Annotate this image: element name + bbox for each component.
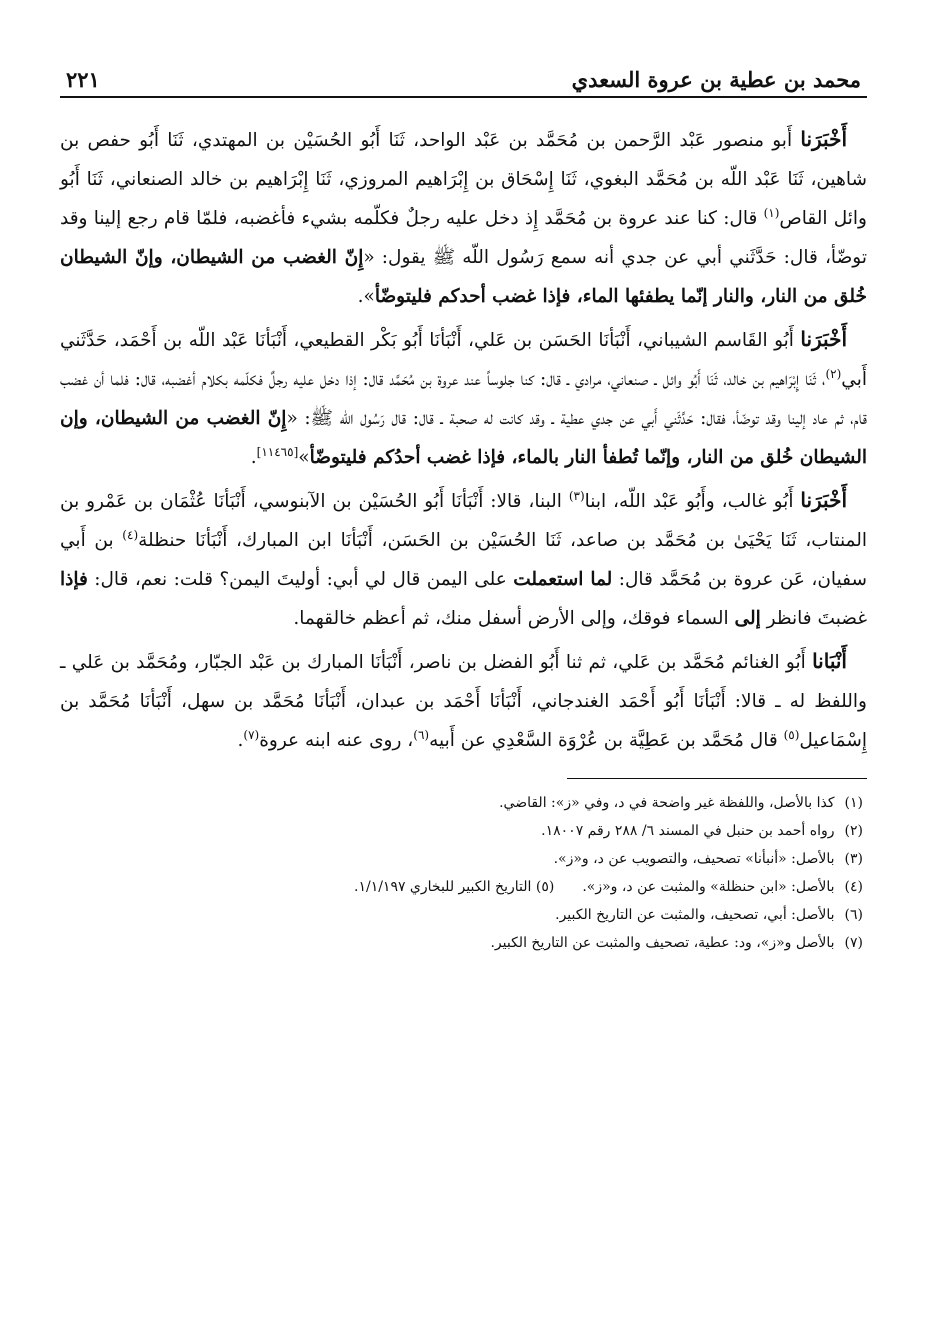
bold-text: إلى <box>734 608 761 629</box>
running-title: محمد بن عطية بن عروة السعدي <box>571 67 861 92</box>
paragraph-text: ، ثَنَا إِبْرَاهيم بن خالد، ثَنَا أَبُو وائل ـ صنعاني، مرادي ـ قال: كنا جلوساً عند عروة بن مُحَمَّد قال: إذا دخل عليه رجلٌ فكلّمه بكلام أغضبه، قال: فلما أن غضب قام، ثم عاد إلينا وقد توضّأ، فقال: حَدَّثَني أَبي عن جدي عطية ـ وقد كانت له صحبة ـ قال: قال رَسُول اللّه ﷺ: « <box>60 369 867 429</box>
paragraph-text: ». <box>357 286 375 307</box>
footnote-text: كذا بالأصل، واللفظة غير واضحة في د، وفي «ز»: القاضي. <box>499 795 835 811</box>
footnotes <box>60 789 867 957</box>
footnote-item <box>60 817 867 845</box>
footnote-text <box>60 873 835 901</box>
paragraph-text: أَبُو غالب، وأَبُو عَبْد اللّه، ابنا <box>584 491 801 512</box>
hadith-text: إِنّ الغضب من الشيطان، وإن الشيطان خُلق من النار، وإنّما تُطفأ النار بالماء، فإذا غضب أحدُكم فليتوضّأ <box>60 408 867 468</box>
footnote-ref: (٣) <box>568 488 585 503</box>
paragraph-lead: أَخْبَرَنا <box>800 488 848 512</box>
footnote-number: (٥) <box>535 879 555 895</box>
footnote-ref: (٢) <box>825 366 842 381</box>
book-page <box>60 52 867 1299</box>
footnote-text: بالأصل: «أنبأنا» تصحيف، والتصويب عن د، و«ز». <box>553 851 835 867</box>
footnote-item <box>60 901 867 929</box>
paragraph-text: . <box>250 447 257 468</box>
paragraph-text: » <box>298 447 310 468</box>
paragraph-text: البنا، قالا: أَنْبَأنَا أَبُو الحُسَيْن بن الآبنوسي، أَنْبَأنَا عُثْمَان بن عَمْرو بن المنتاب، ثَنَا يَحْيَىٰ بن مُحَمَّد بن صاعد، ثَنَا الحُسَيْن بن الحَسَن، أَنْبَأنَا ابن المبارك، أَنْبَأنَا حنظلة <box>60 491 867 551</box>
hadith-text: إِنّ الغضب من الشيطان، وإنّ الشيطان خُلق من النار، والنار إنّما يطفئها الماء، فإذا غضب أحدكم فليتوضّأ <box>60 247 867 307</box>
footnote-text: بالأصل و«ز»، ود: عطية، تصحيف والمثبت عن التاريخ الكبير. <box>490 935 835 951</box>
bold-text: لما استعملت <box>513 569 613 590</box>
main-text <box>60 120 867 760</box>
paragraph-2 <box>60 320 867 477</box>
paragraph-4 <box>60 642 867 760</box>
paragraph-text: أَبُو القَاسم الشيباني، أَنْبَأنَا الحَسَن بن عَلي، أَنْبَأنَا أَبُو بَكْر القطيعي، أَنْبَأنَا عَبْد اللّه بن أَحْمَد، حَدَّثَني أَبي <box>60 330 867 390</box>
paragraph-text: على اليمن قال لي أبي: أوليتَ اليمن؟ قلت: نعم، قال: <box>87 569 514 590</box>
footnote-divider <box>567 778 867 779</box>
page-number: ٢٢١ <box>66 67 100 92</box>
paragraph-text: أَبو منصور عَبْد الرَّحمن بن مُحَمَّد بن عَبْد الواحد، ثَنَا أَبُو الحُسَيْن بن المهتدي، ثَنَا أَبُو حفص بن شاهين، ثَنَا عَبْد اللّه بن مُحَمَّد البغوي، ثَنَا إِسْحَاق بن إِبْرَاهيم المروزي، ثَنَا إِبْرَاهيم بن خالد الصنعاني، ثَنَا أَبُو وائل القاص <box>60 130 867 229</box>
footnote-text: رواه أحمد بن حنبل في المسند ٦/ ٢٨٨ رقم ١٨٠٠٧. <box>541 823 835 839</box>
footnote-number: (١) <box>844 795 863 811</box>
paragraph-text: غضبتَ فانظر <box>760 608 867 629</box>
footnote-number: (٦) <box>844 907 863 923</box>
paragraph-text: بن أَبي سفيان، عَن عروة بن مُحَمَّد قال: <box>60 530 868 590</box>
footnote-number: (٧) <box>844 935 863 951</box>
paragraph-3 <box>60 481 867 638</box>
footnote-item <box>60 929 867 957</box>
paragraph-text: قال مُحَمَّد بن عَطِيَّة بن عُرْوَة السَّعْدِي عن أَبيه <box>429 730 784 751</box>
paragraph-lead: أَخْبَرَنا <box>800 327 847 351</box>
footnote-item <box>60 845 867 873</box>
footnote-ref: (٤) <box>122 527 139 542</box>
footnote-item <box>60 789 867 817</box>
footnote-text-part: بالأصل: «ابن حنظلة» والمثبت عن د، و«ز». <box>582 879 835 895</box>
paragraph-1 <box>60 120 867 316</box>
footnote-text-part: التاريخ الكبير للبخاري ١/١/١٩٧. <box>354 879 532 895</box>
paragraph-lead: أَخْبَرَنا <box>800 127 847 151</box>
footnote-ref: (١) <box>763 205 780 220</box>
page-header <box>60 52 867 98</box>
footnote-ref: (٦) <box>413 727 430 742</box>
paragraph-text: قال: كنا عند عروة بن مُحَمَّد إِذ دخل عليه رجلٌ فكلّمه بشيء فأغضبه، فلمّا قام رجع إلينا وقد توضّأ، قال: حَدَّثَني أبي عن جدي أنه سمع رَسُول اللّه ﷺ يقول: « <box>60 208 867 268</box>
footnote-number: (٣) <box>844 851 863 867</box>
paragraph-lead: أَنْبَانا <box>812 649 847 673</box>
hadith-number: [١١٤٦٥] <box>256 444 299 459</box>
footnote-ref: (٥) <box>783 727 800 742</box>
paragraph-text: السماء فوقك، وإلى الأرض أسفل منك، ثم أعظم خالقهما. <box>293 608 735 629</box>
footnote-number: (٤) <box>844 879 863 895</box>
paragraph-text: أَبُو الغنائم مُحَمَّد بن عَلي، ثم ثنا أَبُو الفضل بن ناصر، أَنْبَأنَا المبارك بن عَبْد الجبّار، ومُحَمَّد بن عَلي ـ واللفظ له ـ قالا: أَنْبَأنَا أَبُو أَحْمَد الغندجاني، أَنْبَأنَا أَحْمَد بن عبدان، أَنْبَأنَا مُحَمَّد بن سهل، أَنْبَأنَا مُحَمَّد بن إِسْمَاعيل <box>60 652 867 751</box>
footnote-number: (٢) <box>844 823 863 839</box>
bold-text: فإذا <box>60 569 88 590</box>
footnote-item <box>60 873 867 901</box>
footnote-ref: (٧) <box>243 727 260 742</box>
paragraph-text: ، روى عنه ابنه عروة <box>259 730 414 751</box>
footnote-text: بالأصل: أبي، تصحيف، والمثبت عن التاريخ الكبير. <box>555 907 835 923</box>
paragraph-text: . <box>237 730 244 751</box>
